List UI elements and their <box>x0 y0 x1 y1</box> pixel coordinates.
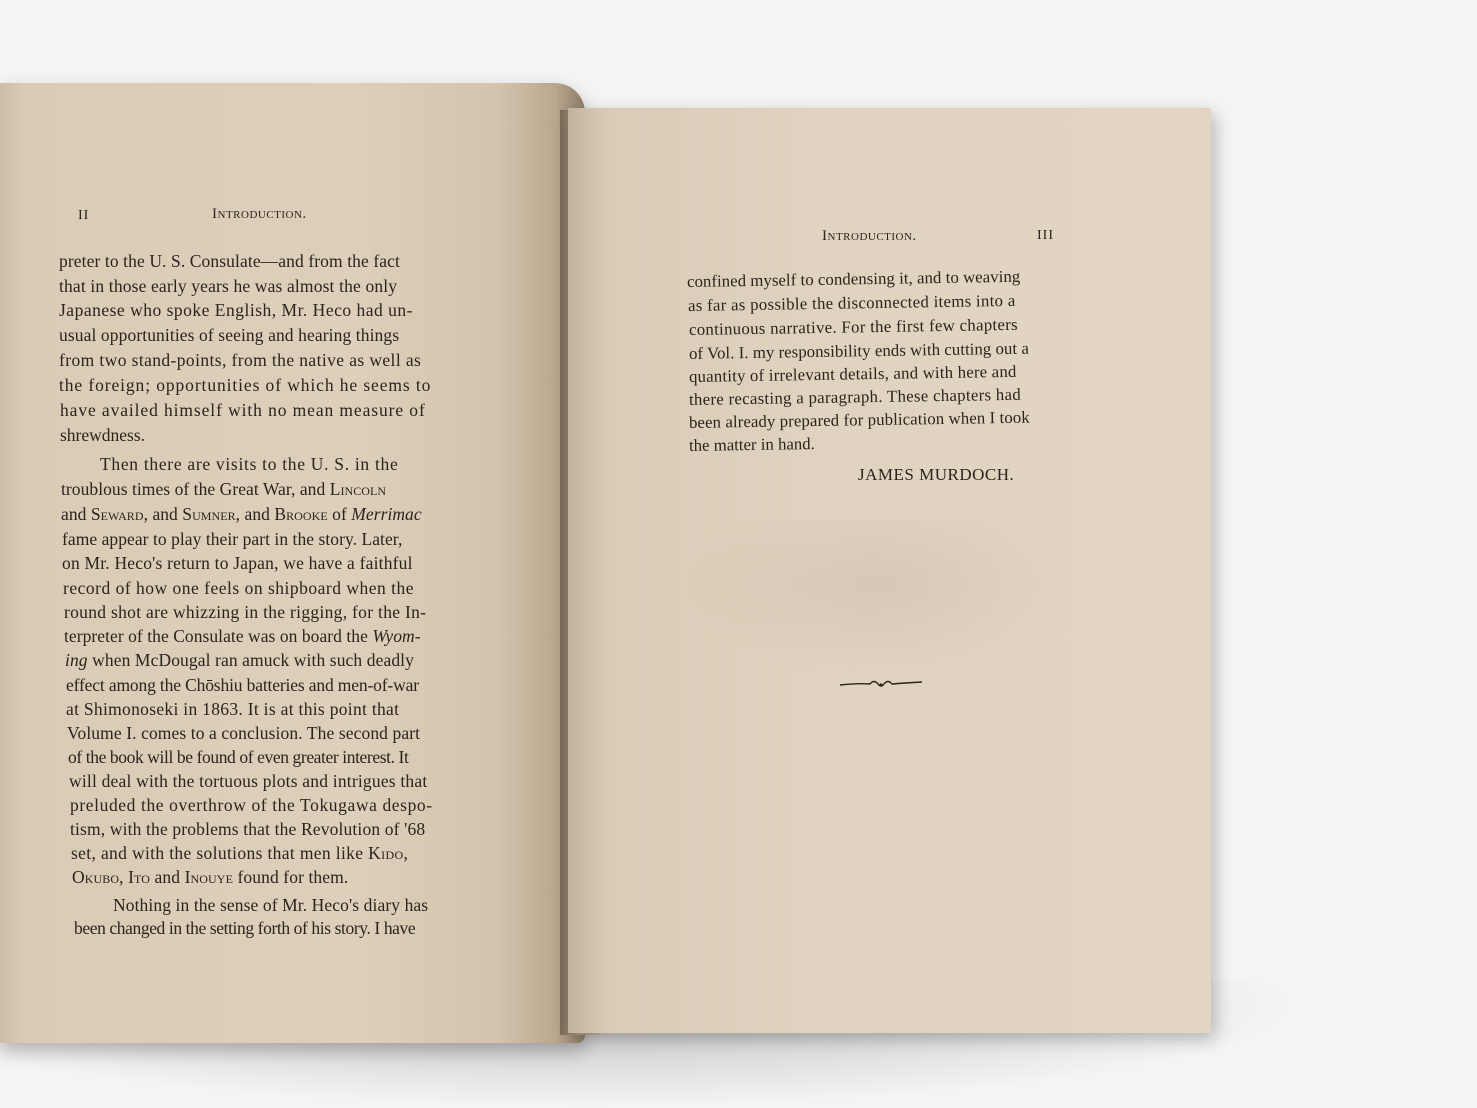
right-line-1: confined myself to condensing it, and to weaving <box>686 266 1021 291</box>
left-line-5: from two stand-points, from the native as well as <box>59 350 422 370</box>
left-line-24: tism, with the problems that the Revolution of '68 <box>70 819 426 839</box>
left-line-25 <box>71 845 408 863</box>
right-line-3: continuous narrative. For the first few chapters <box>688 314 1019 339</box>
right-line-5: quantity of irrelevant details, and with here and <box>688 361 1017 386</box>
left-line-11 <box>61 506 422 524</box>
left-line-11-comma-1: , <box>143 504 148 524</box>
left-line-25-text: set, and with the solutions that men like <box>71 843 364 863</box>
name-wyoming-part1: Wyom- <box>372 626 421 646</box>
left-line-11-and-1: and <box>61 504 87 524</box>
right-line-2: as far as possible the disconnected items into a <box>687 290 1016 315</box>
left-line-6: the foreign; opportunities of which he seems to <box>59 375 432 395</box>
left-line-17-text: when McDougal ran amuck with such deadly <box>92 650 414 670</box>
name-merrimac: Merrimac <box>351 504 422 524</box>
name-wyoming-part2: ing <box>65 650 88 670</box>
left-running-head: Introduction. <box>212 206 307 222</box>
left-line-23: preluded the overthrow of the Tokugawa despo- <box>70 795 433 815</box>
right-line-7: been already prepared for publication when I took <box>688 407 1030 432</box>
left-line-20: Volume I. comes to a conclusion. The second part <box>67 723 421 743</box>
left-line-22: will deal with the tortuous plots and intrigues that <box>69 771 428 791</box>
left-line-26-and: and <box>154 867 181 887</box>
left-line-10-text: troublous times of the Great War, and <box>61 479 326 499</box>
name-kido: Kido, <box>368 843 409 863</box>
right-line-8: the matter in hand. <box>688 434 815 455</box>
left-line-4: usual opportunities of seeing and hearing things <box>59 325 400 345</box>
right-running-head: Introduction. <box>822 228 917 244</box>
ornament-flourish-icon <box>838 676 924 692</box>
left-line-11-and-2: and <box>152 504 178 524</box>
name-brooke: Brooke <box>274 504 328 524</box>
left-line-9: Then there are visits to the U. S. in the <box>100 454 399 474</box>
right-page-number: III <box>1037 228 1054 243</box>
left-line-26 <box>72 869 348 887</box>
left-line-7: have availed himself with no mean measure of <box>60 400 426 420</box>
left-line-11-of: of <box>332 504 347 524</box>
left-line-15: round shot are whizzing in the rigging, for the In- <box>64 602 427 622</box>
name-lincoln: Lincoln <box>329 479 387 499</box>
name-sumner: Sumner <box>182 504 236 524</box>
left-line-14: record of how one feels on shipboard when the <box>63 578 415 598</box>
left-line-11-comma-2: , <box>235 504 241 524</box>
name-seward: Seward <box>90 504 144 524</box>
left-line-16-text: terpreter of the Consulate was on board the <box>64 626 368 646</box>
right-line-4: of Vol. I. my responsibility ends with cutting out a <box>688 338 1030 363</box>
left-line-2: that in those early years he was almost the only <box>59 276 398 296</box>
left-line-1: preter to the U. S. Consulate—and from the fact <box>59 251 400 271</box>
left-line-3: Japanese who spoke English, Mr. Heco had un- <box>59 300 413 320</box>
left-line-26-text: found for them. <box>237 867 349 887</box>
name-ito: Ito <box>128 867 151 887</box>
left-line-11-and-3: and <box>244 504 270 524</box>
signature: JAMES MURDOCH. <box>858 465 1015 484</box>
left-page-number: II <box>78 208 90 223</box>
left-line-27: Nothing in the sense of Mr. Heco's diary has <box>113 895 429 915</box>
left-line-17 <box>65 652 414 670</box>
left-line-21: of the book will be found of even greater interest. It <box>68 747 409 767</box>
name-okubo: Okubo, <box>72 867 124 887</box>
left-line-13: on Mr. Heco's return to Japan, we have a faithful <box>62 553 413 573</box>
left-line-10 <box>61 481 386 499</box>
left-line-19: at Shimonoseki in 1863. It is at this point that <box>66 699 400 719</box>
show-through-illustration <box>680 520 1080 680</box>
left-line-16 <box>64 628 421 646</box>
left-line-12: fame appear to play their part in the story. Later, <box>62 529 403 549</box>
left-line-8: shrewdness. <box>60 425 146 445</box>
left-line-28: been changed in the setting forth of his story. I have <box>74 918 416 938</box>
right-line-6: there recasting a paragraph. These chapters had <box>688 384 1022 409</box>
left-line-18: effect among the Chōshiu batteries and men-of-war <box>66 675 419 695</box>
name-inouye: Inouye <box>184 867 233 887</box>
